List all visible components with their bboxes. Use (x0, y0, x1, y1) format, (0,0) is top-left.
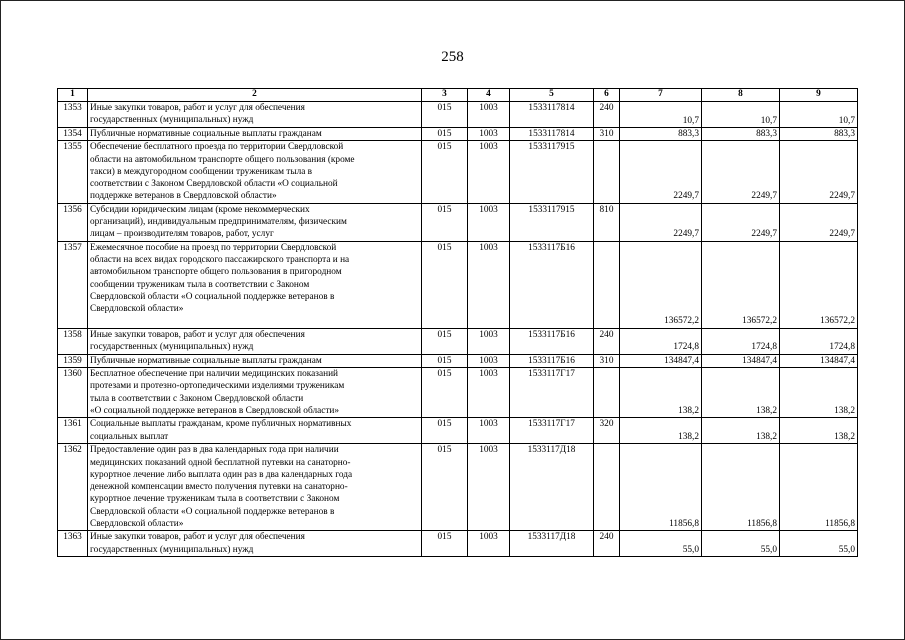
amount-col-8: 883,3 (702, 128, 780, 141)
amount-col-9: 11856,8 (780, 444, 858, 531)
amount-col-8: 138,2 (702, 368, 780, 418)
amount-col-9: 2249,7 (780, 141, 858, 203)
section-code: 1003 (468, 354, 510, 367)
description-line: соответствии с Законом Свердловской области «О социальной (90, 179, 338, 190)
description-line: курортное лечение либо выплата один раз в два календарных года (90, 469, 353, 480)
row-description (88, 203, 422, 241)
description-line: государственных (муниципальных) нужд (90, 544, 254, 555)
amount-col-7: 55,0 (620, 531, 702, 557)
row-number: 1354 (58, 128, 88, 141)
description-line: сообщении труженикам тыла в соответствии с Законом (90, 279, 310, 290)
expense-type-code: 810 (594, 203, 620, 241)
row-number: 1355 (58, 141, 88, 203)
section-code: 1003 (468, 418, 510, 444)
target-article-code: 1533117Б16 (510, 328, 594, 354)
description-line: «О социальной поддержке ветеранов в Свердловской области» (90, 405, 340, 416)
target-article-code: 1533117Г17 (510, 418, 594, 444)
section-code: 1003 (468, 141, 510, 203)
amount-col-7: 11856,8 (620, 444, 702, 531)
ministry-code: 015 (422, 328, 468, 354)
table-row (58, 102, 858, 128)
expense-type-code (594, 444, 620, 531)
description-line: Свердловской области» (90, 519, 184, 530)
column-header-3: 3 (422, 89, 468, 102)
description-line: лицам – производителям товаров, работ, услуг (90, 229, 274, 240)
amount-col-8: 2249,7 (702, 203, 780, 241)
ministry-code: 015 (422, 531, 468, 557)
ministry-code: 015 (422, 354, 468, 367)
description-line: Свердловской области «О социальной поддержке ветеранов в (90, 291, 335, 302)
amount-col-9: 10,7 (780, 102, 858, 128)
table-row (58, 141, 858, 203)
ministry-code: 015 (422, 444, 468, 531)
section-code: 1003 (468, 128, 510, 141)
ministry-code: 015 (422, 141, 468, 203)
table-row (58, 418, 858, 444)
description-line: Обеспечение бесплатного проезда по территории Свердловской (90, 142, 344, 153)
description-line: области на автомобильном транспорте общего пользования (кроме (90, 154, 355, 165)
description-line: организаций), индивидуальным предпринимателям, физическим (90, 217, 347, 228)
amount-col-8: 138,2 (702, 418, 780, 444)
section-code: 1003 (468, 328, 510, 354)
header-row (58, 89, 858, 102)
table-row (58, 328, 858, 354)
description-line: государственных (муниципальных) нужд (90, 115, 254, 126)
row-description (88, 128, 422, 141)
amount-col-8: 11856,8 (702, 444, 780, 531)
description-line: Бесплатное обеспечение при наличии медицинских показаний (90, 369, 339, 380)
column-header-9: 9 (780, 89, 858, 102)
expense-type-code: 240 (594, 531, 620, 557)
amount-col-8: 10,7 (702, 102, 780, 128)
description-line: социальных выплат (90, 431, 169, 442)
row-description (88, 418, 422, 444)
section-code: 1003 (468, 368, 510, 418)
section-code: 1003 (468, 102, 510, 128)
column-header-2: 2 (88, 89, 422, 102)
expense-type-code: 310 (594, 354, 620, 367)
target-article-code: 1533117915 (510, 141, 594, 203)
column-header-8: 8 (702, 89, 780, 102)
amount-col-9: 1724,8 (780, 328, 858, 354)
description-line: курортное лечение труженикам тыла в соответствии с Законом (90, 494, 340, 505)
amount-col-7: 138,2 (620, 418, 702, 444)
row-description (88, 241, 422, 328)
budget-table (57, 88, 858, 557)
row-number: 1359 (58, 354, 88, 367)
description-line: протезами и протезно-ортопедическими изделиями труженикам (90, 381, 345, 392)
description-line: Социальные выплаты гражданам, кроме публичных нормативных (90, 419, 352, 430)
ministry-code: 015 (422, 418, 468, 444)
column-header-4: 4 (468, 89, 510, 102)
target-article-code: 1533117814 (510, 128, 594, 141)
description-line: Свердловской области» (90, 304, 184, 315)
description-line: Публичные нормативные социальные выплаты гражданам (90, 355, 322, 366)
target-article-code: 1533117Б16 (510, 354, 594, 367)
description-line: денежной компенсации вместо получения путевки на санаторно- (90, 482, 348, 493)
description-line: медицинских показаний одной бесплатной путевки на санаторно- (90, 457, 351, 468)
ministry-code: 015 (422, 102, 468, 128)
row-description (88, 531, 422, 557)
amount-col-9: 138,2 (780, 368, 858, 418)
amount-col-7: 10,7 (620, 102, 702, 128)
table-row (58, 203, 858, 241)
amount-col-8: 55,0 (702, 531, 780, 557)
section-code: 1003 (468, 444, 510, 531)
amount-col-9: 2249,7 (780, 203, 858, 241)
expense-type-code (594, 368, 620, 418)
row-description (88, 328, 422, 354)
amount-col-8: 136572,2 (702, 241, 780, 328)
column-header-7: 7 (620, 89, 702, 102)
table-row (58, 128, 858, 141)
ministry-code: 015 (422, 241, 468, 328)
expense-type-code: 310 (594, 128, 620, 141)
amount-col-8: 134847,4 (702, 354, 780, 367)
table-row (58, 444, 858, 531)
target-article-code: 1533117Д18 (510, 531, 594, 557)
row-description (88, 444, 422, 531)
amount-col-7: 2249,7 (620, 203, 702, 241)
row-number: 1357 (58, 241, 88, 328)
amount-col-8: 1724,8 (702, 328, 780, 354)
page-number: 258 (441, 49, 464, 65)
description-line: такси) в междугородном сообщении труженикам тыла в (90, 166, 313, 177)
row-number: 1353 (58, 102, 88, 128)
target-article-code: 1533117814 (510, 102, 594, 128)
amount-col-7: 1724,8 (620, 328, 702, 354)
description-line: Иные закупки товаров, работ и услуг для обеспечения (90, 103, 305, 113)
row-number: 1360 (58, 368, 88, 418)
ministry-code: 015 (422, 368, 468, 418)
description-line: Иные закупки товаров, работ и услуг для обеспечения (90, 532, 305, 543)
amount-col-7: 138,2 (620, 368, 702, 418)
amount-col-7: 2249,7 (620, 141, 702, 203)
target-article-code: 1533117Д18 (510, 444, 594, 531)
description-line: поддержке ветеранов в Свердловской области» (90, 191, 277, 202)
amount-col-9: 55,0 (780, 531, 858, 557)
row-number: 1363 (58, 531, 88, 557)
amount-col-9: 134847,4 (780, 354, 858, 367)
section-code: 1003 (468, 241, 510, 328)
description-line: Предоставление один раз в два календарных года при наличии (90, 445, 339, 456)
ministry-code: 015 (422, 203, 468, 241)
expense-type-code: 320 (594, 418, 620, 444)
description-line: автомобильном транспорте общего пользования в пригородном (90, 267, 342, 278)
column-header-1: 1 (58, 89, 88, 102)
description-line: государственных (муниципальных) нужд (90, 342, 254, 353)
column-header-6: 6 (594, 89, 620, 102)
description-line: Публичные нормативные социальные выплаты гражданам (90, 129, 322, 139)
table-body (58, 102, 858, 557)
ministry-code: 015 (422, 128, 468, 141)
row-description (88, 141, 422, 203)
amount-col-9: 136572,2 (780, 241, 858, 328)
table-row (58, 354, 858, 367)
target-article-code: 1533117915 (510, 203, 594, 241)
row-description (88, 368, 422, 418)
table-row (58, 531, 858, 557)
target-article-code: 1533117Б16 (510, 241, 594, 328)
table-row (58, 368, 858, 418)
row-description (88, 354, 422, 367)
table-row (58, 241, 858, 328)
row-number: 1356 (58, 203, 88, 241)
expense-type-code: 240 (594, 328, 620, 354)
row-number: 1362 (58, 444, 88, 531)
amount-col-9: 883,3 (780, 128, 858, 141)
row-number: 1358 (58, 328, 88, 354)
description-line: Ежемесячное пособие на проезд по территории Свердловской (90, 242, 337, 253)
description-line: тыла в соответствии с Законом Свердловской области (90, 393, 304, 404)
description-line: Субсидии юридическим лицам (кроме некоммерческих (90, 204, 310, 215)
column-header-5: 5 (510, 89, 594, 102)
description-line: Иные закупки товаров, работ и услуг для обеспечения (90, 329, 305, 340)
amount-col-7: 134847,4 (620, 354, 702, 367)
section-code: 1003 (468, 203, 510, 241)
amount-col-8: 2249,7 (702, 141, 780, 203)
amount-col-7: 883,3 (620, 128, 702, 141)
expense-type-code (594, 141, 620, 203)
amount-col-7: 136572,2 (620, 241, 702, 328)
row-number: 1361 (58, 418, 88, 444)
expense-type-code (594, 241, 620, 328)
description-line: Свердловской области «О социальной поддержке ветеранов в (90, 506, 335, 517)
description-line: области на всех видах городского пассажирского транспорта и на (90, 255, 350, 266)
section-code: 1003 (468, 531, 510, 557)
expense-type-code: 240 (594, 102, 620, 128)
target-article-code: 1533117Г17 (510, 368, 594, 418)
row-description (88, 102, 422, 128)
amount-col-9: 138,2 (780, 418, 858, 444)
